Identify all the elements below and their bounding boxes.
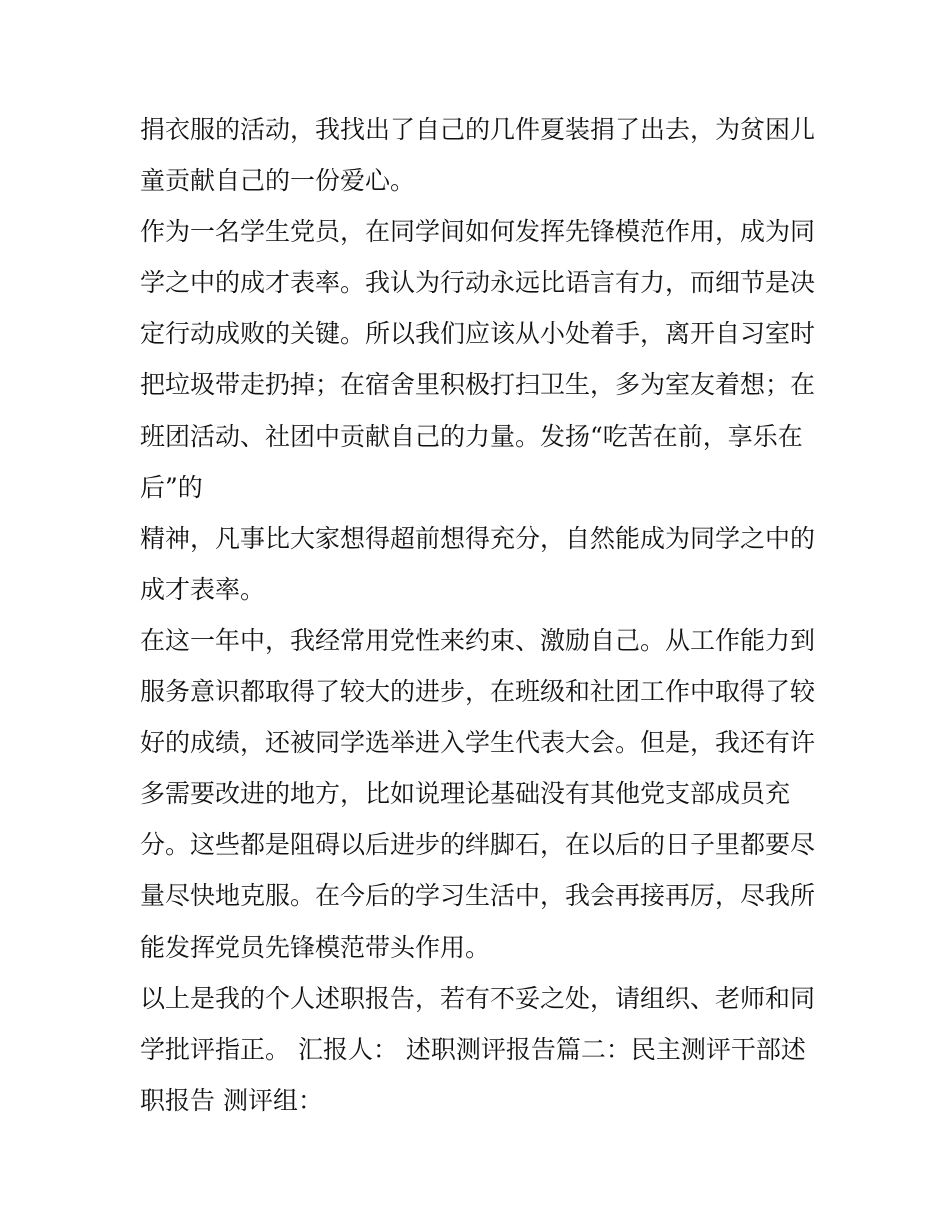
text-line: 分。这些都是阻碍以后进步的绊脚石，在以后的日子里都要尽 bbox=[140, 830, 816, 860]
text-line: 班团活动、社团中贡献自己的力量。发扬“吃苦在前，享乐在 bbox=[140, 421, 803, 451]
body-text bbox=[140, 104, 830, 1126]
text-line: 作为一名学生党员，在同学间如何发挥先锋模范作用，成为同 bbox=[140, 217, 816, 247]
text-line: 在这一年中，我经常用党性来约束、激励自己。从工作能力到 bbox=[140, 625, 816, 655]
text-line: 后”的 bbox=[140, 472, 203, 502]
text-line: 多需要改进的地方，比如说理论基础没有其他党支部成员充 bbox=[140, 779, 791, 809]
text-line: 能发挥党员先锋模范带头作用。 bbox=[140, 932, 491, 962]
text-line: 职报告 测评组： bbox=[140, 1085, 323, 1115]
text-line: 服务意识都取得了较大的进步，在班级和社团工作中取得了较 bbox=[140, 677, 816, 707]
text-line: 以上是我的个人述职报告，若有不妥之处，请组织、老师和同 bbox=[140, 983, 816, 1013]
text-line: 量尽快地克服。在今后的学习生活中，我会再接再厉，尽我所 bbox=[140, 881, 816, 911]
text-line: 学之中的成才表率。我认为行动永远比语言有力，而细节是决 bbox=[140, 268, 816, 298]
text-line: 定行动成败的关键。所以我们应该从小处着手，离开自习室时 bbox=[140, 319, 816, 349]
text-line: 好的成绩，还被同学选举进入学生代表大会。但是，我还有许 bbox=[140, 728, 816, 758]
text-line: 成才表率。 bbox=[140, 574, 266, 604]
text-line: 捐衣服的活动，我找出了自己的几件夏装捐了出去，为贫困儿 bbox=[140, 115, 816, 144]
text-line: 精神，凡事比大家想得超前想得充分，自然能成为同学之中的 bbox=[140, 523, 816, 553]
text-line: 把垃圾带走扔掉；在宿舍里积极打扫卫生，多为室友着想；在 bbox=[140, 370, 816, 400]
text-line: 学批评指正。 汇报人： 述职测评报告篇二：民主测评干部述 bbox=[140, 1034, 806, 1064]
text-line: 童贡献自己的一份爱心。 bbox=[140, 166, 416, 196]
